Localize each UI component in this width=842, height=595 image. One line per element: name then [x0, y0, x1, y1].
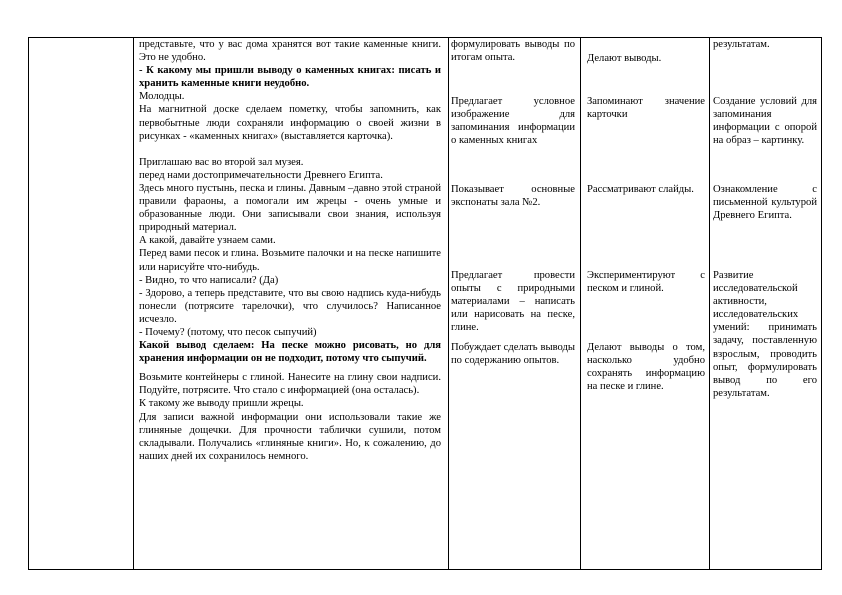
children-activity-text: Делают выводы о том, насколько удобно сохранять информацию на песке и глине.: [587, 342, 705, 393]
column-divider: [580, 38, 581, 569]
children-activity-text: Делают выводы.: [587, 53, 662, 64]
column-divider: [448, 38, 449, 569]
teacher-activity-text: Побуждает сделать выводы по содержанию опытов.: [451, 342, 575, 367]
teacher-activity-text: Показывает основные экспонаты зала №2.: [451, 184, 575, 209]
teacher-activity-text: формулировать выводы по итогам опыта.: [451, 39, 575, 64]
children-activity-text: Экспериментируют с песком и глиной.: [587, 270, 705, 295]
column-divider: [133, 38, 134, 569]
outcome-text: результатам.: [713, 39, 770, 50]
narrative-paragraph: - Видно, то что написали? (Да): [139, 274, 279, 286]
column-divider: [709, 38, 710, 569]
narrative-paragraph: Перед вами песок и глина. Возьмите палочки и на песке напишите или нарисуйте что-нибудь.: [139, 248, 441, 273]
narrative-column: [139, 38, 441, 463]
narrative-paragraph: На магнитной доске сделаем пометку, чтобы запомнить, как первобытные люди сохраняли информацию о своей жизни в рисунках - «каменных книгах» (выставляется карточка).: [139, 104, 441, 142]
conclusion-paragraph: Какой вывод сделаем: На песке можно рисовать, но для хранения информации он не подходит, потому что сыпучий.: [139, 340, 441, 365]
outcome-text: Создание условий для запоминания информации с опорой на образ – картинку.: [713, 96, 817, 147]
teacher-activity-text: Предлагает провести опыты с природными материалами – написать или нарисовать на песке, глине.: [451, 270, 575, 334]
narrative-paragraph: К такому же выводу пришли жрецы.: [139, 398, 304, 410]
outcome-text: Развитие исследовательской активности, исследовательских умений: принимать задачу, поставленную взрослым, проводить опыт, формулировать вывод по его результатам.: [713, 270, 817, 399]
narrative-paragraph: Для записи важной информации они использовали такие же глиняные дощечки. Для прочности таблички сушили, потом складывали. Получались «глиняные книги». Но, к сожалению, до наших дней их сохранилось немного.: [139, 411, 441, 462]
narrative-paragraph: перед нами достопримечательности Древнего Египта.: [139, 169, 383, 181]
narrative-paragraph: Здесь много пустынь, песка и глины. Давным –давно этой страной правили фараоны, а помогали им жрецы - очень умные и образованные люди. Они записывали свои знания, используя природный материал.: [139, 182, 441, 234]
narrative-paragraph: Приглашаю вас во второй зал музея.: [139, 156, 304, 168]
teacher-activity-text: Предлагает условное изображение для запоминания информации о каменных книгах: [451, 96, 575, 147]
narrative-paragraph: Молодцы.: [139, 91, 185, 103]
narrative-paragraph: Возьмите контейнеры с глиной. Нанесите на глину свои надписи. Подуйте, потрясите. Что стало с информацией (она осталась).: [139, 372, 441, 397]
narrative-paragraph: - Здорово, а теперь представите, что вы свою надпись куда-нибудь понесли (потрясите тарелочки), что случилось? Написанное исчезло.: [139, 287, 441, 325]
children-activity-text: Рассматривают слайды.: [587, 184, 694, 195]
narrative-paragraph: представьте, что у вас дома хранятся вот такие каменные книги. Это не удобно.: [139, 39, 441, 64]
narrative-paragraph: - Почему? (потому, что песок сыпучий): [139, 326, 317, 338]
children-activity-text: Запоминают значение карточки: [587, 96, 705, 121]
outcome-text: Ознакомление с письменной культурой Древнего Египта.: [713, 184, 817, 222]
narrative-paragraph: А какой, давайте узнаем сами.: [139, 235, 276, 247]
conclusion-paragraph: - К какому мы пришли выводу о каменных книгах: писать и хранить каменные книги неудобно.: [139, 65, 441, 90]
